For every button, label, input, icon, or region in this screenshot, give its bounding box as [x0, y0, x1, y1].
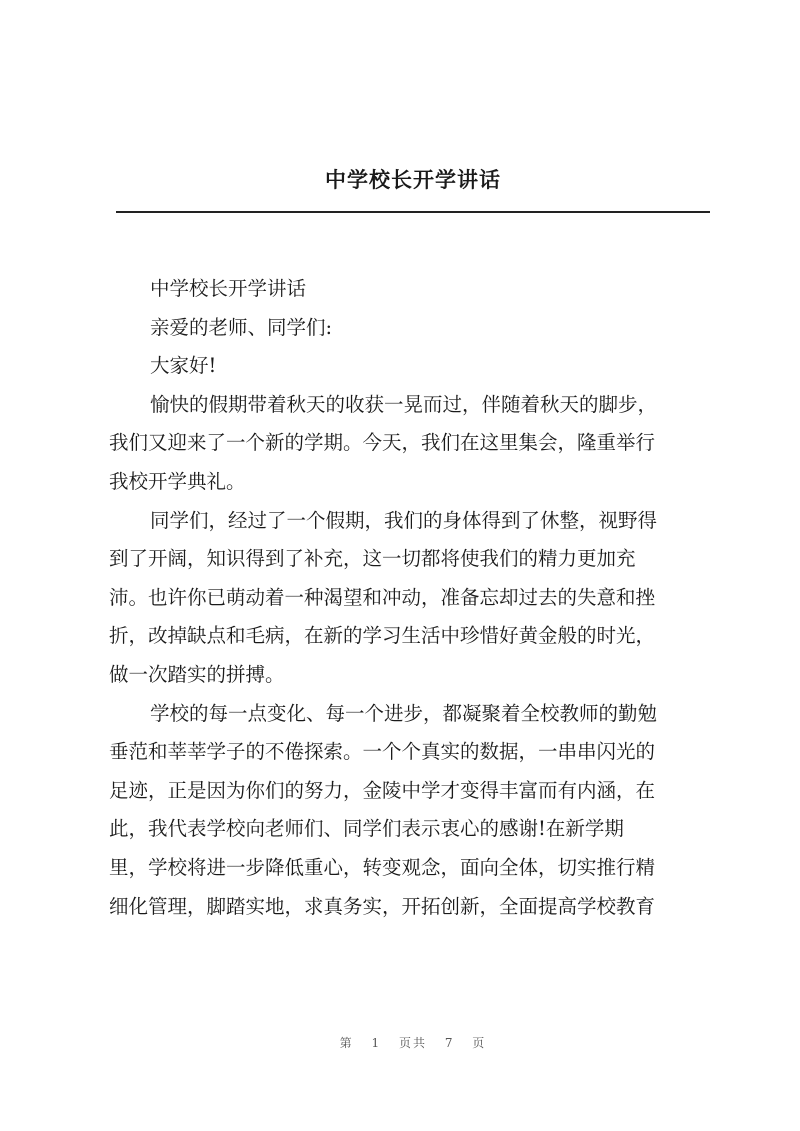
body-line: 垂范和莘莘学子的不倦探索。一个个真实的数据，一串串闪光的 — [109, 740, 656, 764]
body-line: 愉快的假期带着秋天的收获一晃而过，伴随着秋天的脚步， — [150, 392, 658, 416]
body-line-salutation: 亲爱的老师、同学们: — [150, 315, 333, 339]
body-line: 学校的每一点变化、每一个进步，都凝聚着全校教师的勤勉 — [150, 701, 658, 725]
body-line: 我校开学典礼。 — [109, 469, 246, 493]
body-line: 沛。也许你已萌动着一种渴望和冲动，准备忘却过去的失意和挫 — [109, 585, 656, 609]
body-line: 做一次踏实的拼搏。 — [109, 662, 285, 686]
body-line: 细化管理，脚踏实地，求真务实，开拓创新，全面提高学校教育 — [109, 894, 656, 918]
footer-total-pages: 7 — [444, 1036, 455, 1050]
body-line-greeting: 大家好! — [150, 354, 217, 378]
header-divider — [116, 211, 710, 213]
footer-middle: 页共 — [398, 1036, 427, 1050]
body-line: 此，我代表学校向老师们、同学们表示衷心的感谢!在新学期 — [109, 817, 624, 841]
body-line: 折，改掉缺点和毛病，在新的学习生活中珍惜好黄金般的时光， — [109, 624, 656, 648]
document-body — [109, 270, 714, 926]
footer-prefix: 第 — [339, 1036, 354, 1050]
page-footer — [0, 1034, 800, 1051]
footer-suffix: 页 — [472, 1036, 487, 1050]
body-line: 到了开阔，知识得到了补充，这一切都将使我们的精力更加充 — [109, 547, 636, 571]
body-line: 里，学校将进一步降低重心，转变观念，面向全体，切实推行精 — [109, 855, 656, 879]
document-header-title: 中学校长开学讲话 — [325, 167, 501, 192]
body-line: 足迹，正是因为你们的努力，金陵中学才变得丰富而有内涵，在 — [109, 778, 656, 802]
body-line-title: 中学校长开学讲话 — [150, 277, 307, 300]
body-line: 同学们，经过了一个假期，我们的身体得到了休整，视野得 — [150, 508, 658, 532]
body-line: 我们又迎来了一个新的学期。今天，我们在这里集会，隆重举行 — [109, 431, 656, 455]
footer-page-number: 1 — [371, 1036, 382, 1050]
